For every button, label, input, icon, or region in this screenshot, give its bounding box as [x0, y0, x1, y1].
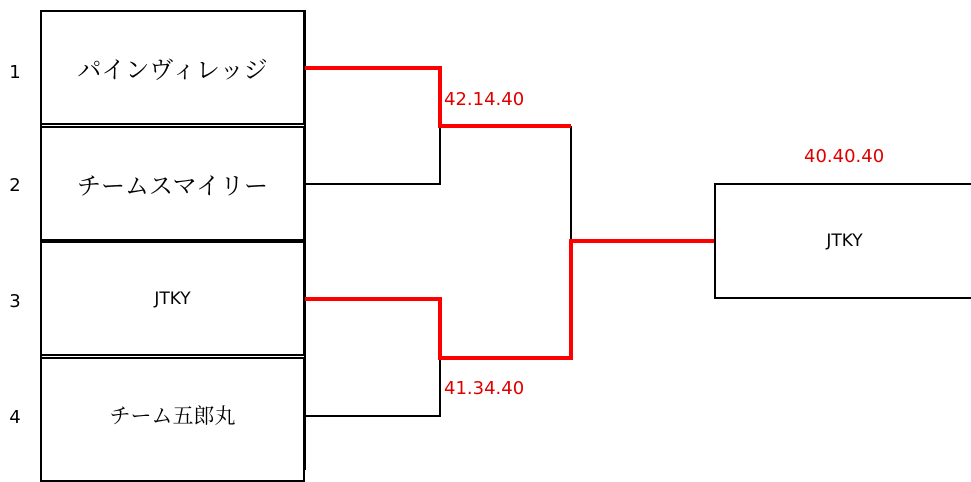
- seed-3: 3: [9, 291, 21, 312]
- bracket-line-team1-win: [305, 68, 571, 126]
- bracket-line-team3-win: [305, 241, 714, 358]
- team-name-1: パインヴィレッジ: [77, 56, 268, 84]
- winner-box: [714, 183, 971, 299]
- team-box-1: [40, 10, 305, 125]
- winner-name: JTKY: [826, 231, 863, 251]
- team-name-4: チーム五郎丸: [109, 403, 236, 428]
- semifinal-bottom-score: 41.34.40: [444, 378, 525, 399]
- semifinal-top-score: 42.14.40: [444, 89, 525, 110]
- team-name-3: JTKY: [154, 288, 191, 309]
- bracket-line-team4: [305, 358, 440, 416]
- team-name-2: チームスマイリー: [76, 172, 269, 200]
- team-box-3: [40, 241, 305, 356]
- seed-4: 4: [9, 407, 21, 428]
- team-box-2: [40, 126, 305, 241]
- seed-2: 2: [9, 175, 21, 196]
- team-box-4: [40, 357, 305, 482]
- final-score: 40.40.40: [804, 146, 885, 167]
- seed-1: 1: [9, 62, 21, 83]
- bracket-line-team2: [305, 126, 440, 184]
